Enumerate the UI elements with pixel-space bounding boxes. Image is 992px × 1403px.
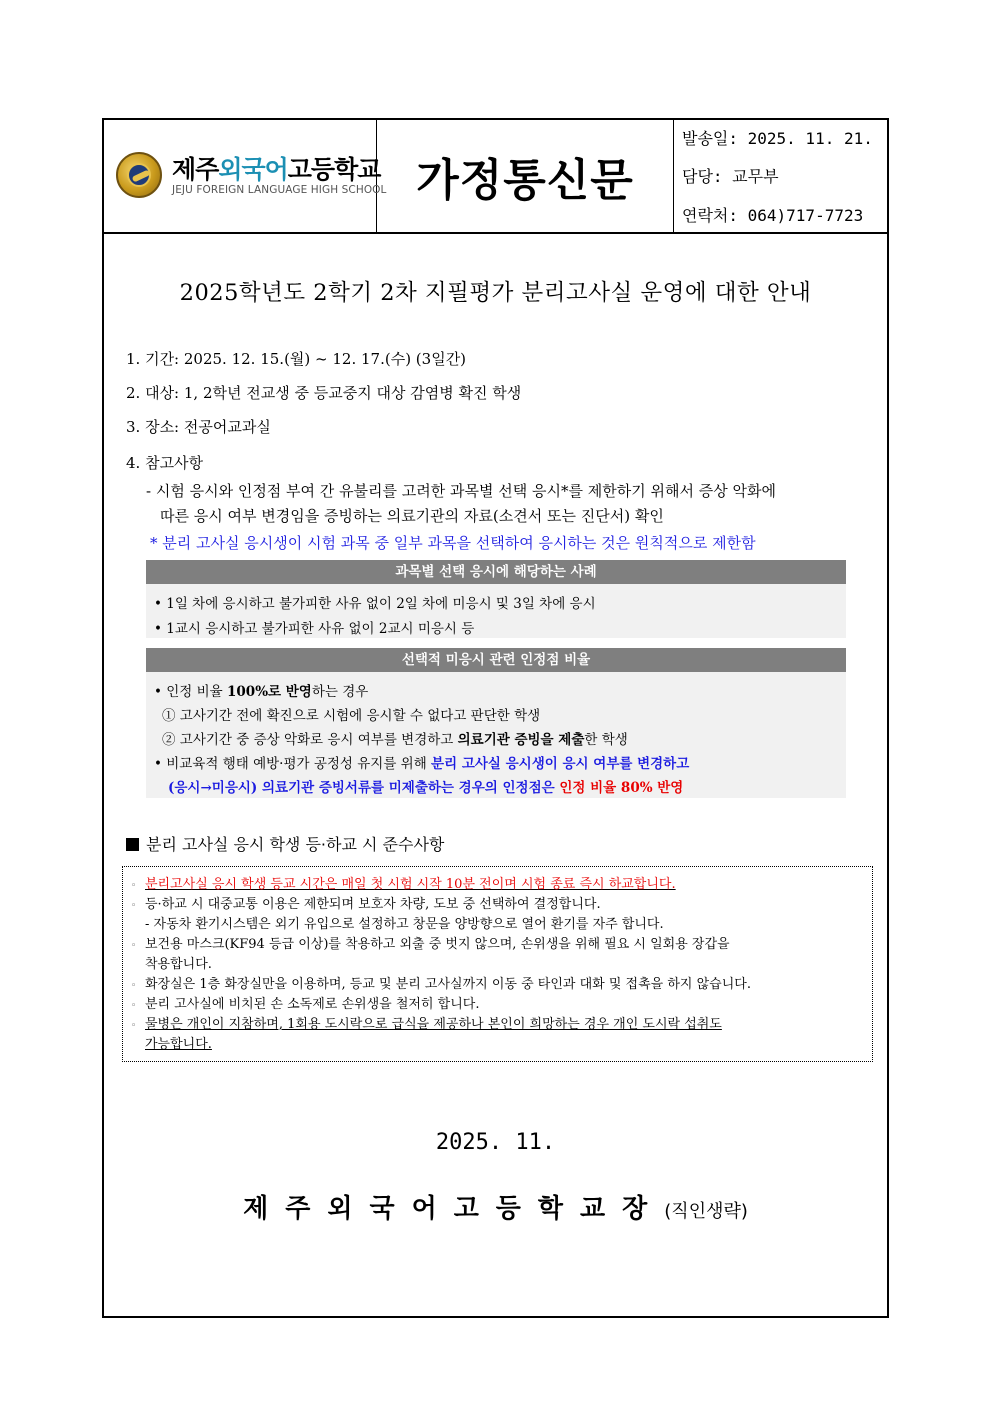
school-emblem-icon <box>116 152 162 198</box>
seal-note: (직인생략) <box>664 1201 748 1222</box>
circle-bullet-icon: ◦ <box>131 1021 137 1031</box>
signer-block <box>104 1188 887 1225</box>
rule-item-cont: 착용합니다. <box>145 957 212 972</box>
square-bullet-icon <box>126 838 139 851</box>
info-item-notes: 4. 참고사항 <box>126 454 204 472</box>
rules-heading: 분리 고사실 응시 학생 등·하교 시 준수사항 <box>126 832 444 855</box>
rule-item: ◦ 화장실은 1층 화장실만을 이용하며, 등교 및 분리 고사실까지 이동 중 타인과 대화 및 접촉을 하지 않습니다. <box>131 977 751 992</box>
circle-bullet-icon: ◦ <box>131 941 137 951</box>
case-row: • 1일 차에 응시하고 불가피한 사유 없이 2일 차에 미응시 및 3일 차에 응시 <box>154 596 596 612</box>
rule-subitem: - 자동차 환기시스템은 외기 유입으로 설정하고 창문을 양방향으로 열어 환기를 자주 합니다. <box>145 917 664 932</box>
rule-item: ◦ 등·하교 시 대중교통 이용은 제한되며 보호자 차량, 도보 중 선택하여 결정합니다. <box>131 897 601 912</box>
school-logo-cell <box>104 120 387 232</box>
info-item-period: 1. 기간: 2025. 12. 15.(월) ~ 12. 17.(수) (3일간) <box>126 350 467 368</box>
ratio-row-100: • 인정 비율 100%로 반영하는 경우 <box>154 684 369 700</box>
document-header <box>104 120 887 234</box>
circle-bullet-icon: ◦ <box>131 1001 137 1011</box>
school-name-en: JEJU FOREIGN LANGUAGE HIGH SCHOOL <box>172 184 387 196</box>
info-item-target: 2. 대상: 1, 2학년 전교생 중 등교중지 대상 감염병 확진 학생 <box>126 384 522 402</box>
circle-bullet-icon: ◦ <box>131 981 137 991</box>
ratio-row-80: • 비교육적 행태 예방·평가 공정성 유지를 위해 분리 고사실 응시생이 응시 여부를 변경하고 <box>154 756 690 772</box>
rules-box <box>122 866 873 1062</box>
signer-name: 제주외국어고등학교장 <box>243 1194 665 1224</box>
page-title: 2025학년도 2학기 2차 지필평가 분리고사실 운영에 대한 안내 <box>179 280 812 306</box>
circle-bullet-icon: ◦ <box>131 901 137 911</box>
note-line-2: 따른 응시 여부 변경임을 증빙하는 의료기관의 자료(소견서 또는 진단서) 확인 <box>160 507 664 525</box>
rule-item: ◦ 분리 고사실에 비치된 손 소독제로 손위생을 철저히 합니다. <box>131 997 480 1012</box>
case-row: • 1교시 응시하고 불가피한 사유 없이 2교시 미응시 등 <box>154 621 475 637</box>
send-date: 발송일: 2025. 11. 21. <box>682 129 873 148</box>
case-box-heading: 과목별 선택 응시에 해당하는 사례 <box>146 560 846 584</box>
ratio-row-80-cont: (응시→미응시) 의료기관 증빙서류를 미제출하는 경우의 인정점은 인정 비율 80% 반영 <box>168 780 684 796</box>
school-name-kr: 제주외국어고등학교 <box>172 155 381 184</box>
footnote: * 분리 고사실 응시생이 시험 과목 중 일부 과목을 선택하여 응시하는 것은 원칙적으로 제한함 <box>150 534 756 552</box>
case-box <box>146 560 846 638</box>
department: 담당: 교무부 <box>682 167 779 186</box>
rule-item-cont: 가능합니다. <box>145 1037 212 1052</box>
circle-bullet-icon: ◦ <box>131 881 137 891</box>
notice-document <box>102 118 889 1318</box>
rule-item: ◦ 분리고사실 응시 학생 등교 시간은 매일 첫 시험 시작 10분 전이며 시험 종료 즉시 하교합니다. <box>131 877 676 892</box>
ratio-box <box>146 648 846 798</box>
meta-cell <box>674 120 887 232</box>
note-line-1: - 시험 응시와 인정점 부여 간 유불리를 고려한 과목별 선택 응시*를 제한하기 위해서 증상 악화에 <box>146 482 776 500</box>
ratio-case-2: ② 고사기간 중 증상 악화로 응시 여부를 변경하고 의료기관 증빙을 제출한 학생 <box>162 732 628 748</box>
ratio-case-1: ① 고사기간 전에 확진으로 시험에 응시할 수 없다고 판단한 학생 <box>162 708 541 724</box>
issue-date: 2025. 11. <box>435 1130 556 1155</box>
rule-item: ◦ 보건용 마스크(KF94 등급 이상)를 착용하고 외출 중 벗지 않으며, 손위생을 위해 필요 시 일회용 장갑을 <box>131 937 730 952</box>
contact: 연락처: 064)717-7723 <box>682 206 864 225</box>
doc-type-cell <box>377 120 674 232</box>
info-item-location: 3. 장소: 전공어교과실 <box>126 418 271 436</box>
rule-item: ◦ 물병은 개인이 지참하며, 1회용 도시락으로 급식을 제공하나 본인이 희망하는 경우 개인 도시락 섭취도 <box>131 1017 722 1032</box>
ratio-box-heading: 선택적 미응시 관련 인정점 비율 <box>146 648 846 672</box>
doc-type-title: 가정통신문 <box>416 155 634 206</box>
